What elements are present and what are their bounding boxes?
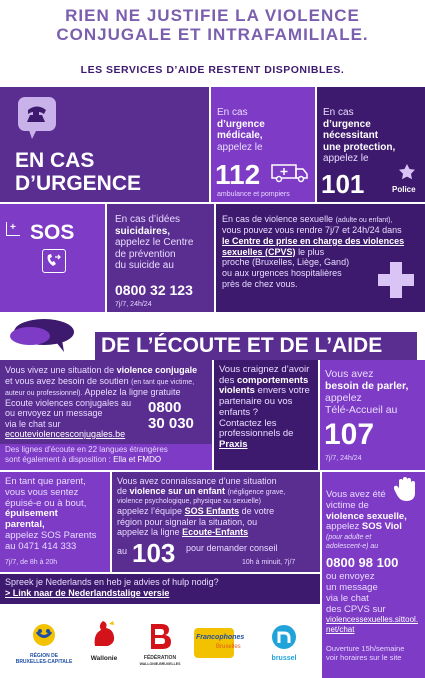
ecoute-enfants-link[interactable]: Ecoute-Enfants xyxy=(182,527,249,538)
medical-line-1: En cas xyxy=(217,107,248,118)
sexual-line-1: En cas de violence sexuelle xyxy=(222,214,334,224)
dutch-version-panel xyxy=(0,574,320,604)
suicide-line-3: appelez le Centre xyxy=(115,237,194,248)
praxis-line-4: partenaire ou vos xyxy=(219,396,293,408)
conjugal-footer-2: sont également à disposition : xyxy=(5,455,111,464)
headline-line-1: RIEN NE JUSTIFIE LA VIOLENCE xyxy=(65,6,360,25)
wallonie-label: Wallonie xyxy=(90,655,118,662)
conjugal-note-1: (en tant que victime, xyxy=(131,378,195,386)
praxis-link[interactable]: Praxis xyxy=(219,438,248,450)
parler-number: 107 xyxy=(324,418,375,451)
sexual-line-4b: le plus xyxy=(298,246,325,257)
suicide-hours: 7j/7, 24h/24 xyxy=(115,301,152,308)
suicide-line-4: de prévention xyxy=(115,248,176,260)
urgence-title xyxy=(15,149,141,195)
medical-note: ambulance et pompiers xyxy=(217,191,290,198)
praxis-line-5: enfants ? xyxy=(219,406,259,418)
praxis-line-1: Vous craignez d’avoir xyxy=(219,364,310,375)
chat-bubbles-icon xyxy=(6,316,82,360)
viol-line-4: appelez xyxy=(326,521,360,533)
conjugal-note-2: auteur ou professionnel). xyxy=(5,389,83,397)
medical-line-2: d’urgence xyxy=(217,118,265,130)
parler-hours: 7j/7, 24h/24 xyxy=(325,455,362,462)
parler-line-2: besoin de parler, xyxy=(325,380,409,392)
protection-emergency-panel xyxy=(317,87,425,202)
brussel-logo xyxy=(262,624,306,662)
sexual-line-5: proche (Bruxelles, Liège, Gand) xyxy=(222,257,350,268)
conjugal-line-6: via le chat sur xyxy=(5,418,61,429)
cpvs-link-1[interactable]: le Centre de prise en charge des violences xyxy=(222,235,405,246)
parents-line-2: vous vous sentez xyxy=(5,486,79,498)
viol-note-1: (pour adulte et xyxy=(326,534,372,542)
parler-line-1: Vous avez xyxy=(325,368,374,380)
subline: LES SERVICES D’AIDE RESTENT DISPONIBLES. xyxy=(80,64,345,76)
parler-line-4: Télé-Accueil au xyxy=(325,404,398,416)
conjugal-number-2: 30 030 xyxy=(148,415,194,432)
conjugal-footer-orgs: Ella et FMDO xyxy=(113,455,162,464)
protection-line-1: En cas xyxy=(323,107,354,118)
medical-number: 112 xyxy=(215,159,261,190)
suicide-line-5: du suicide au xyxy=(115,260,174,271)
parler-line-3: appelez xyxy=(325,392,362,404)
viol-line-1: Vous avez été xyxy=(326,489,386,500)
viol-note-2: adolescent-e) au xyxy=(326,543,379,551)
medical-cross-icon xyxy=(376,260,416,305)
sexual-line-7: près de chez vous. xyxy=(222,278,298,289)
viol-line-6: un message xyxy=(326,581,378,593)
headline xyxy=(0,6,425,44)
ecoute-title: DE L’ÉCOUTE ET DE L’AIDE xyxy=(95,332,417,360)
medical-line-3: médicale, xyxy=(217,130,263,141)
child-line-5: région pour signaler la situation, ou xyxy=(117,516,258,527)
francophones-sublabel: Bruxelles xyxy=(216,644,241,650)
plus-sign: + xyxy=(10,222,16,233)
viol-number: 0800 98 100 xyxy=(326,555,399,571)
brussels-region-label-1: RÉGION DE xyxy=(29,653,59,659)
viol-line-5: ou envoyez xyxy=(326,571,375,583)
praxis-line-7: professionnels de xyxy=(219,428,294,440)
child-line-7b: pour demander conseil xyxy=(186,543,278,553)
parents-line-5: parental, xyxy=(5,519,45,531)
francophones-label: Francophones xyxy=(196,634,245,641)
suicide-number: 0800 32 123 xyxy=(115,282,193,298)
child-line-2b: violence sur un enfant xyxy=(129,486,226,497)
sexual-note: (adulte ou enfant), xyxy=(335,217,393,224)
parents-line-7: au 0471 414 333 xyxy=(5,540,77,552)
stop-hand-icon xyxy=(394,476,418,509)
conjugal-line-1b: violence conjugale xyxy=(116,365,198,375)
praxis-line-6: Contactez les xyxy=(219,417,277,429)
viol-chat-link[interactable] xyxy=(326,615,425,634)
conjugal-line-2: et vous avez besoin de soutien xyxy=(5,375,129,386)
parents-line-3: épuisé-e ou à bout, xyxy=(5,497,87,509)
suicide-line-2: suicidaires, xyxy=(115,225,171,237)
ecoute-violences-link[interactable]: ecouteviolencesconjugales.be xyxy=(5,429,126,439)
child-line-1: Vous avez connaissance d’une situation xyxy=(117,476,277,486)
protection-line-5: appelez le xyxy=(323,153,369,164)
praxis-panel xyxy=(214,360,318,470)
sos-enfants-link[interactable]: SOS Enfants xyxy=(184,506,240,517)
viol-line-2: victime de xyxy=(326,499,369,511)
urgence-title-line-2: D’URGENCE xyxy=(15,172,142,195)
dutch-question: Spreek je Nederlands en heb je advies of hulp nodig? xyxy=(5,577,219,587)
conjugal-line-4: Ecoute violences conjugales au xyxy=(5,397,132,408)
viol-footer-1: Ouverture 15h/semaine xyxy=(326,644,405,654)
child-line-6: appelez la ligne xyxy=(117,527,180,538)
parents-line-1: En tant que parent, xyxy=(5,476,86,487)
viol-footer xyxy=(326,644,425,662)
viol-line-8: des CPVS sur xyxy=(326,603,386,615)
ecoute-title-band xyxy=(0,312,425,360)
federation-wb-logo xyxy=(132,620,188,667)
protection-line-3: nécessitant xyxy=(323,130,379,141)
viol-line-3: violence sexuelle, xyxy=(326,510,407,522)
suicide-prevention-panel xyxy=(107,204,214,312)
praxis-line-2: des xyxy=(219,374,235,386)
brussels-region-logo xyxy=(14,622,74,665)
urgence-title-line-1: EN CAS xyxy=(15,149,95,172)
child-line-7a: au xyxy=(117,546,128,556)
sexual-line-6: ou aux urgences hospitalières xyxy=(222,268,342,279)
praxis-line-3: violents xyxy=(219,385,255,397)
medical-emergency-panel xyxy=(211,87,315,202)
sexual-violence-panel xyxy=(216,204,425,312)
logos-row xyxy=(0,606,320,678)
brussel-label: brussel xyxy=(271,655,297,662)
viol-chat-link-2[interactable]: net/chat xyxy=(326,624,355,634)
viol-footer-2: voir horaires sur le site xyxy=(326,653,402,663)
sos-title: SOS xyxy=(30,221,75,244)
medical-line-4: appelez le xyxy=(217,141,263,153)
dutch-version-link[interactable]: > Link naar de Nederlandstalige versie xyxy=(5,588,170,598)
child-line-4: appelez l’équipe xyxy=(117,506,183,517)
viol-chat-link-1[interactable]: violencessexuelles.sittool. xyxy=(326,615,419,625)
child-hours: 10h à minuit, 7j/7 xyxy=(242,559,296,566)
urgence-title-panel xyxy=(0,87,209,202)
federation-label-2: WALLONIE-BRUXELLES xyxy=(139,662,181,666)
headline-line-2: CONJUGALE ET INTRAFAMILIALE. xyxy=(56,25,369,44)
child-number: 103 xyxy=(132,538,176,568)
child-line-2: de xyxy=(117,486,128,497)
protection-line-4: une protection, xyxy=(323,141,396,153)
federation-label-1: FÉDÉRATION xyxy=(143,655,177,661)
protection-number: 101 xyxy=(321,169,365,199)
child-note-2: violence psychologique, physique ou sexuelle) xyxy=(117,498,261,506)
child-line-4b: de votre xyxy=(241,506,275,517)
parents-line-4: épuisement xyxy=(5,508,58,520)
viol-line-7: via le chat xyxy=(326,592,369,604)
parents-hours: 7j/7, de 8h à 20h xyxy=(5,559,58,566)
conjugal-violence-panel xyxy=(0,360,212,470)
conjugal-line-5: ou envoyez un message xyxy=(5,408,103,418)
child-note-1: (négligence grave, xyxy=(227,489,286,497)
viol-line-4b: SOS Viol xyxy=(361,521,402,533)
cpvs-link-2[interactable]: sexuelles (CPVS) xyxy=(222,246,296,257)
tele-accueil-panel xyxy=(320,360,425,470)
conjugal-line-1: Vous vivez une situation de xyxy=(5,365,115,375)
phone-bubble-icon xyxy=(18,97,56,131)
police-label: Police xyxy=(392,185,416,194)
wallonie-rooster-logo xyxy=(82,618,126,662)
sos-viol-panel xyxy=(322,472,425,678)
suicide-line-1: En cas d’idées xyxy=(115,214,181,225)
protection-line-2: d’urgence xyxy=(323,118,371,130)
conjugal-footer xyxy=(0,444,212,470)
child-violence-panel xyxy=(112,472,320,572)
praxis-line-2b: comportements xyxy=(236,374,309,386)
sos-parents-panel xyxy=(0,472,110,572)
conjugal-number-1: 0800 xyxy=(148,399,182,416)
conjugal-number xyxy=(148,400,194,432)
praxis-line-3b: envers votre xyxy=(257,385,310,397)
parents-line-6: appelez SOS Parents xyxy=(5,529,97,541)
sexual-line-2: vous pouvez vous rendre 7j/7 et 24h/24 dans xyxy=(222,225,402,235)
phone-redirect-icon xyxy=(42,249,66,273)
ambulance-icon xyxy=(271,162,309,189)
sos-title-panel xyxy=(0,204,105,312)
brussels-region-label-2: BRUXELLES-CAPITALE xyxy=(15,659,73,665)
conjugal-footer-1: Des lignes d’écoute en 22 langues étrangères xyxy=(5,445,168,454)
conjugal-line-3: Appelez la ligne gratuite xyxy=(84,386,181,397)
